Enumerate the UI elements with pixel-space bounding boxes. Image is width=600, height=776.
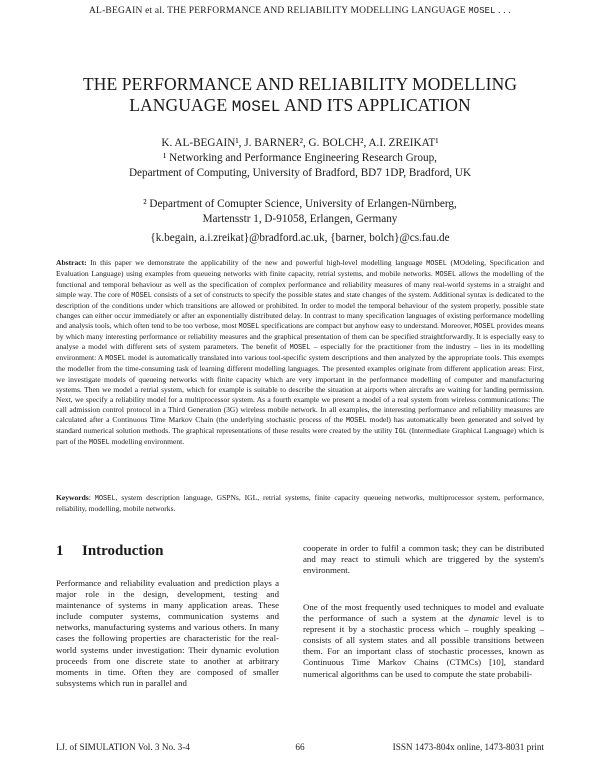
abstract-text-8: model is automatically translated into various tool-specific system descriptions and then analyzed by the appropriate tools. This exempts the modeller from the time-consuming task of learning different modelling languages. The presented examples originate from different application areas: First, we investigate models of queueing networks with finite capacity which are very important in the performance modelling of computer and manufacturing systems. Then we model a retrial system, which for example is suitable to describe the situation at airports when aircrafts are waiting for landing permission. Next, we specify a reliability model for a multiprocessor system. As a fourth example we present a model of a real system from wireless communications: The call admission control protocol in a Third Generation (3G) wireless mobile network. In all examples, the interesting performance and reliability measures are calculated after a Continuous Time Markov Chain (the underlying stochastic process of the (56, 353, 544, 424)
intro-paragraph-2-part-2: level is to represent it by a stochastic process which – roughly speaking – consists of all system states and all possible transitions between them. For an important class of stochastic processes, known as Continuous Time Markov Chains (CTMCs) [10], standard numerical algorithms can be used to compute the state probabili- (303, 613, 544, 679)
abstract-text-5: specifications are compact but anyhow easy to understand. Moreover, (259, 321, 475, 331)
abstract-text-2: (MOdeling, Specification and Evaluation Language) using examples from queueing networks with finite capacity, retrial systems, and mobile networks. (56, 258, 544, 279)
intro-paragraph-2-part-1: One of the most frequently used techniques to model and evaluate the performance of such a system at the (303, 602, 544, 624)
abstract-label: Abstract: (56, 258, 87, 267)
abstract-mosel-9: MOSEL (88, 438, 110, 447)
abstract-mosel-3: MOSEL (131, 292, 152, 301)
title-line-2-suffix: AND ITS APPLICATION (280, 95, 471, 115)
keywords-colon: : (88, 493, 95, 502)
running-head (0, 6, 600, 16)
section-title: Introduction (82, 543, 164, 559)
abstract-text-4: consists of a set of constructs to specify the possible states and state changes of the system. Additional syntax is dedicated to the description of the conditions under which transitions are allowed or prohibited. In order to model the temporal behaviour of the system properly, possible state changes can either occur immediately or after an exponentially distributed delay. In contrast to many specification languages of existing performance modelling and analysis tools, which often tend to be too verbose, most (56, 290, 544, 331)
abstract-mosel-1: MOSEL (426, 260, 447, 268)
abstract-mosel-4: MOSEL (238, 323, 260, 332)
intro-column-right (303, 602, 544, 680)
paper-title (40, 74, 560, 118)
affiliation-1-line-1: ¹ Networking and Performance Engineering Research Group, (163, 152, 437, 164)
abstract (56, 258, 544, 448)
keywords-label: Keywords (56, 493, 89, 502)
keywords-mosel: MOSEL (94, 495, 116, 503)
abstract-text-6: provides means by which many interesting performance or reliability measures and the graphical presentation of them can be specified straightforwardly. It is especially easy to analyse a model with different sets of system parameters. The benefit of (56, 321, 544, 352)
abstract-mosel-5: MOSEL (474, 323, 495, 332)
intro-column-right-top (303, 543, 544, 576)
abstract-text-11: modelling environment. (109, 436, 185, 446)
intro-paragraph-1-continued: cooperate in order to fulfil a common task; they can be distributed and may react to stimuli which are triggered by the system's environment. (303, 543, 544, 576)
abstract-text-7: – especially for the practitioner from the industry – lies in its modelling environment: A (56, 342, 544, 363)
keywords-list: , system description language, GSPNs, IGL, retrial systems, finite capacity queueing networks, multiprocessor system, performance, reliability, modelling, mobile networks. (56, 493, 545, 514)
abstract-text-10: (Intermediate Graphical Language) which is part of the (56, 425, 544, 446)
author-emails: {k.begain, a.i.zreikat}@bradford.ac.uk, {barner, bolch}@cs.fau.de (150, 232, 450, 244)
footer-issn: ISSN 1473-804x online, 1473-8031 print (392, 742, 544, 752)
running-head-ellipsis: . . . (495, 6, 511, 16)
abstract-mosel-6: MOSEL (289, 344, 311, 353)
abstract-mosel-2: MOSEL (435, 271, 457, 280)
affiliation-2-line-2: Martensstr 1, D-91058, Erlangen, Germany (202, 213, 398, 225)
intro-emphasis-dynamic: dynamic (468, 613, 499, 624)
abstract-igl: IGL (394, 427, 407, 436)
intro-column-left (56, 578, 279, 689)
abstract-mosel-8: MOSEL (345, 416, 367, 425)
abstract-text-3: allows the modelling of the functional and temporal behaviour as well as the specification of complex performance and reliability measures of many real-world systems in a straight and simple way. The core of (56, 269, 544, 300)
intro-paragraph-2 (303, 602, 544, 680)
author-block (40, 136, 560, 227)
section-number: 1 (56, 543, 64, 559)
keywords (56, 493, 544, 514)
abstract-mosel-7: MOSEL (105, 355, 126, 364)
abstract-text-1: In this paper we demonstrate the applicability of the new and powerful high-level modelling language (86, 258, 427, 267)
footer-page-number: 66 (295, 742, 305, 752)
title-line-2-prefix: LANGUAGE (129, 95, 232, 115)
abstract-text-9: model) has automatically been generated and solved by standard numerical solution methods. The graphical representations of these results were created by the utility (56, 414, 545, 435)
author-names: K. AL-BEGAIN¹, J. BARNER², G. BOLCH², A.I. ZREIKAT¹ (161, 137, 439, 149)
intro-paragraph-1: Performance and reliability evaluation and prediction plays a major role in the design, development, testing and maintenance of systems in many application areas. These include computer systems, communication systems and networks, manufacturing systems and various others. In many cases the following properties are characteristic for the real-world systems under investigation: Their dynamic evolution proceeds from one discrete state to another at arbitrary moments in time. Often they are composed of smaller subsystems which run in parallel and (56, 578, 279, 688)
title-line-2 (40, 95, 560, 118)
title-mosel: MOSEL (231, 98, 281, 116)
running-head-text: AL-BEGAIN et al. THE PERFORMANCE AND RELIABILITY MODELLING LANGUAGE (89, 6, 469, 16)
title-line-1: THE PERFORMANCE AND RELIABILITY MODELLING (82, 74, 518, 94)
section-heading-introduction (56, 543, 163, 560)
running-head-mosel: MOSEL (468, 6, 496, 16)
affiliation-2-line-1: ² Department of Comupter Science, University of Erlangen-Nürnberg, (143, 198, 457, 210)
footer-journal: I.J. of SIMULATION Vol. 3 No. 3-4 (56, 742, 190, 752)
affiliation-1-line-2: Department of Computing, University of Bradford, BD7 1DP, Bradford, UK (128, 167, 472, 179)
